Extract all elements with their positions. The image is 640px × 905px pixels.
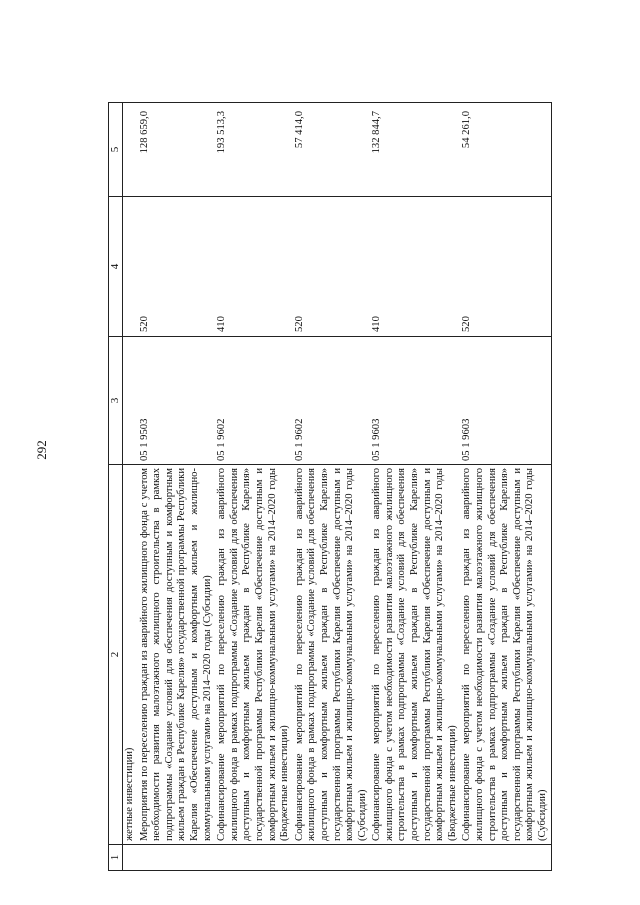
row-number-cell [370, 845, 460, 871]
table-row [460, 103, 551, 871]
type-cell: 520 [138, 197, 216, 337]
code-cell: 05 1 9603 [370, 337, 460, 465]
header-row [109, 103, 123, 871]
header-col-4: 4 [109, 197, 123, 337]
description-cell: Софинансирование мероприятий по переселению граждан из аварийного жилищного фонда в рамках подпрограммы «Создание условий для обеспечения доступным и комфортным жильем граждан в Республике Карелия» государственной программы Республики Карелия «Обеспечение доступным и комфортным жильем и жилищно-коммунальными услугами» на 2014–2020 годы (Субсидии) [293, 465, 371, 845]
row-number-cell [293, 845, 371, 871]
budget-table [108, 102, 552, 871]
type-cell: 410 [370, 197, 460, 337]
page-number: 292 [34, 440, 49, 460]
description-cell: Софинансирование мероприятий по переселению граждан из аварийного жилищного фонда с учетом необходимости развития малоэтажного жилищного строительства в рамках подпрограммы «Создание условий для обеспечения доступным и комфортным жильем граждан в Республике Карелия» государственной программы Республики Карелия «Обеспечение доступным и комфортным жильем и жилищно-коммунальными услугами» на 2014–2020 годы (Бюджетные инвестиции) [370, 465, 460, 845]
amount-cell [123, 103, 138, 197]
code-cell: 05 1 9603 [460, 337, 551, 465]
type-cell [123, 197, 138, 337]
header-col-1: 1 [109, 845, 123, 871]
header-col-3: 3 [109, 337, 123, 465]
row-number-cell [460, 845, 551, 871]
amount-cell: 132 844,7 [370, 103, 460, 197]
amount-cell: 57 414,0 [293, 103, 371, 197]
table-row [123, 103, 138, 871]
type-cell: 520 [293, 197, 371, 337]
row-number-cell [215, 845, 293, 871]
type-cell: 520 [460, 197, 551, 337]
amount-cell: 128 659,0 [138, 103, 216, 197]
type-cell: 410 [215, 197, 293, 337]
code-cell: 05 1 9503 [138, 337, 216, 465]
row-number-cell [138, 845, 216, 871]
table-row [370, 103, 460, 871]
code-cell: 05 1 9602 [293, 337, 371, 465]
description-cell: Софинансирование мероприятий по переселению граждан из аварийного жилищного фонда в рамках подпрограммы «Создание условий для обеспечения доступным и комфортным жильем граждан в Республике Карелия» государственной программы Республики Карелия «Обеспечение доступным и комфортным жильем и жилищно-коммунальными услугами» на 2014–2020 годы (Бюджетные инвестиции) [215, 465, 293, 845]
code-cell [123, 337, 138, 465]
table-row [138, 103, 216, 871]
amount-cell: 193 513,3 [215, 103, 293, 197]
amount-cell: 54 261,0 [460, 103, 551, 197]
description-cell: Софинансирование мероприятий по переселению граждан из аварийного жилищного фонда с учетом необходимости развития малоэтажного жилищного строительства в рамках подпрограммы «Создание условий для обеспечения доступным и комфортным жильем граждан в Республике Карелия» государственной программы Республики Карелия «Обеспечение доступным и комфортным жильем и жилищно-коммунальными услугами» на 2014–2020 годы (Субсидии) [460, 465, 551, 845]
table-row [293, 103, 371, 871]
description-cell: жетные инвестиции) [123, 465, 138, 845]
header-col-2: 2 [109, 465, 123, 845]
row-number-cell [123, 845, 138, 871]
header-col-5: 5 [109, 103, 123, 197]
rotated-table-container [108, 103, 578, 871]
description-cell: Мероприятия по переселению граждан из аварийного жилищного фонда с учетом необходимости развития малоэтажного жилищного строительства в рамках подпрограммы «Создание условий для обеспечения доступным и комфортным жильем граждан в Республике Карелия» государственной программы Республики Карелия «Обеспечение доступным и комфортным жильем и жилищно-коммунальными услугами» на 2014–2020 годы (Субсидии) [138, 465, 216, 845]
table-row [215, 103, 293, 871]
code-cell: 05 1 9602 [215, 337, 293, 465]
